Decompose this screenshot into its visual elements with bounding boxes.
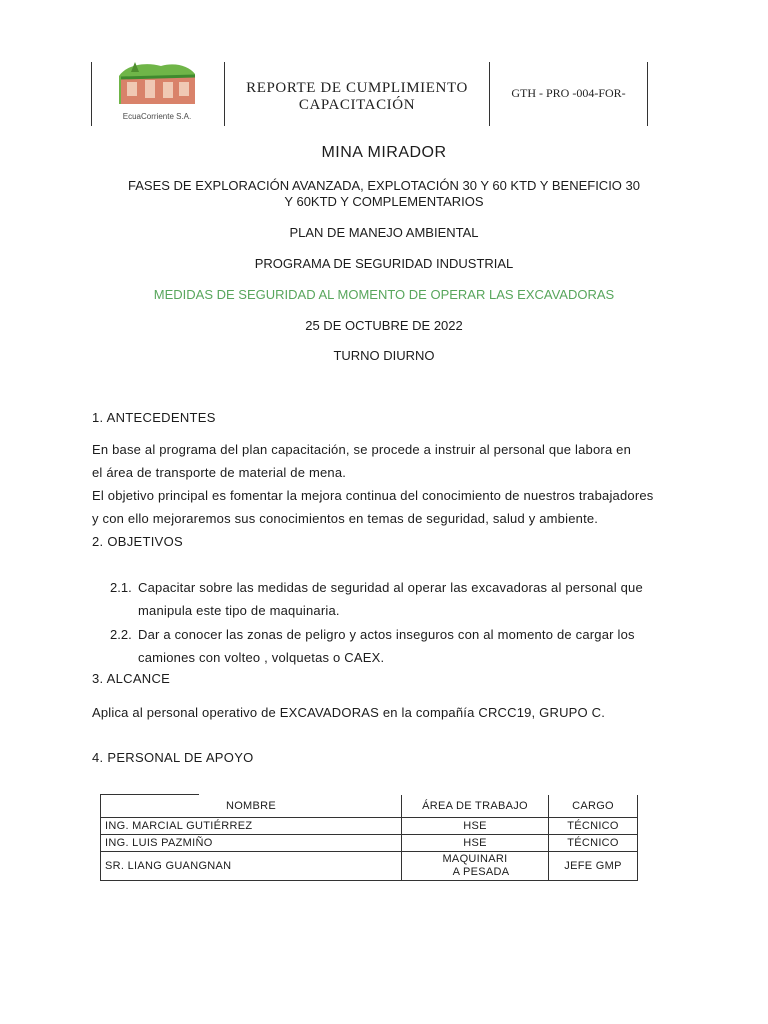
table-cell-area: HSE: [402, 818, 549, 835]
section-antecedentes-heading: 1. ANTECEDENTES: [92, 410, 216, 425]
objective-2-number: 2.2.: [110, 627, 132, 642]
logo-icon: [117, 60, 197, 112]
table-cell-role: JEFE GMP: [549, 852, 638, 881]
table-header-row: [101, 795, 638, 818]
section-antecedentes-body: [92, 438, 702, 530]
table-cell-area: [402, 852, 549, 881]
company-logo: [117, 60, 197, 126]
header-divider-1: [224, 62, 225, 126]
phases-line1: FASES DE EXPLORACIÓN AVANZADA, EXPLOTACIÓN 30 Y 60 KTD Y BENEFICIO 30: [128, 178, 640, 193]
section-alcance-heading: 3. ALCANCE: [92, 671, 171, 686]
section-alcance-body: Aplica al personal operativo de EXCAVADORAS en la compañía CRCC19, GRUPO C.: [92, 705, 606, 720]
phases-text: [60, 178, 708, 210]
section-personal-heading: 4. PERSONAL DE APOYO: [92, 750, 254, 765]
table-cell-area: HSE: [402, 835, 549, 852]
report-title-line2: CAPACITACIÓN: [298, 97, 416, 113]
report-title: [226, 80, 488, 114]
program-title: PROGRAMA DE SEGURIDAD INDUSTRIAL: [254, 256, 514, 271]
antecedentes-line: el área de transporte de material de mena.: [92, 465, 347, 480]
table-cell-area-line2: A PESADA: [452, 866, 510, 878]
antecedentes-line: El objetivo principal es fomentar la mejora continua del conocimiento de nuestros trabajadores: [92, 488, 654, 503]
header-divider-right: [647, 62, 648, 126]
table-cell-area-line1: MAQUINARI: [442, 853, 508, 865]
logo-text: EcuaCorriente S.A.: [122, 112, 192, 121]
table-header-cell: CARGO: [549, 795, 638, 818]
objective-line: Capacitar sobre las medidas de seguridad al operar las excavadoras al personal que: [138, 580, 643, 595]
table-cell-role: TÉCNICO: [549, 835, 638, 852]
objective-1-number: 2.1.: [110, 580, 132, 595]
objective-2-text: [138, 623, 698, 669]
objective-line: camiones con volteo , volquetas o CAEX.: [138, 650, 385, 665]
table-cell-role: TÉCNICO: [549, 818, 638, 835]
table-row: [101, 818, 638, 835]
table-cell-name: ING. LUIS PAZMIÑO: [101, 835, 402, 852]
report-date: 25 DE OCTUBRE DE 2022: [305, 318, 463, 333]
topic-title: MEDIDAS DE SEGURIDAD AL MOMENTO DE OPERAR LAS EXCAVADORAS: [153, 287, 615, 302]
shift: TURNO DIURNO: [333, 348, 435, 363]
header-divider-left: [91, 62, 92, 126]
table-cell-name: SR. LIANG GUANGNAN: [101, 852, 402, 881]
section-objetivos-heading: 2. OBJETIVOS: [92, 534, 184, 549]
mine-name: MINA MIRADOR: [321, 144, 447, 161]
table-header-cell: ÁREA DE TRABAJO: [402, 795, 549, 818]
antecedentes-line: En base al programa del plan capacitación, se procede a instruir al personal que labora en: [92, 442, 632, 457]
table-header-cell: NOMBRE: [101, 795, 402, 818]
table-row: [101, 852, 638, 881]
plan-title: PLAN DE MANEJO AMBIENTAL: [289, 225, 479, 240]
antecedentes-line: y con ello mejoraremos sus conocimientos en temas de seguridad, salud y ambiente.: [92, 511, 599, 526]
phases-line2: Y 60KTD Y COMPLEMENTARIOS: [284, 194, 484, 209]
document-code: GTH - PRO -004-FOR-: [511, 86, 626, 100]
table-cell-name: ING. MARCIAL GUTIÉRREZ: [101, 818, 402, 835]
report-title-line1: REPORTE DE CUMPLIMIENTO: [246, 80, 468, 96]
objective-line: Dar a conocer las zonas de peligro y actos inseguros con al momento de cargar los: [138, 627, 635, 642]
staff-table: [100, 795, 638, 881]
objective-line: manipula este tipo de maquinaria.: [138, 603, 340, 618]
table-row: [101, 835, 638, 852]
objective-1-text: [138, 576, 698, 622]
